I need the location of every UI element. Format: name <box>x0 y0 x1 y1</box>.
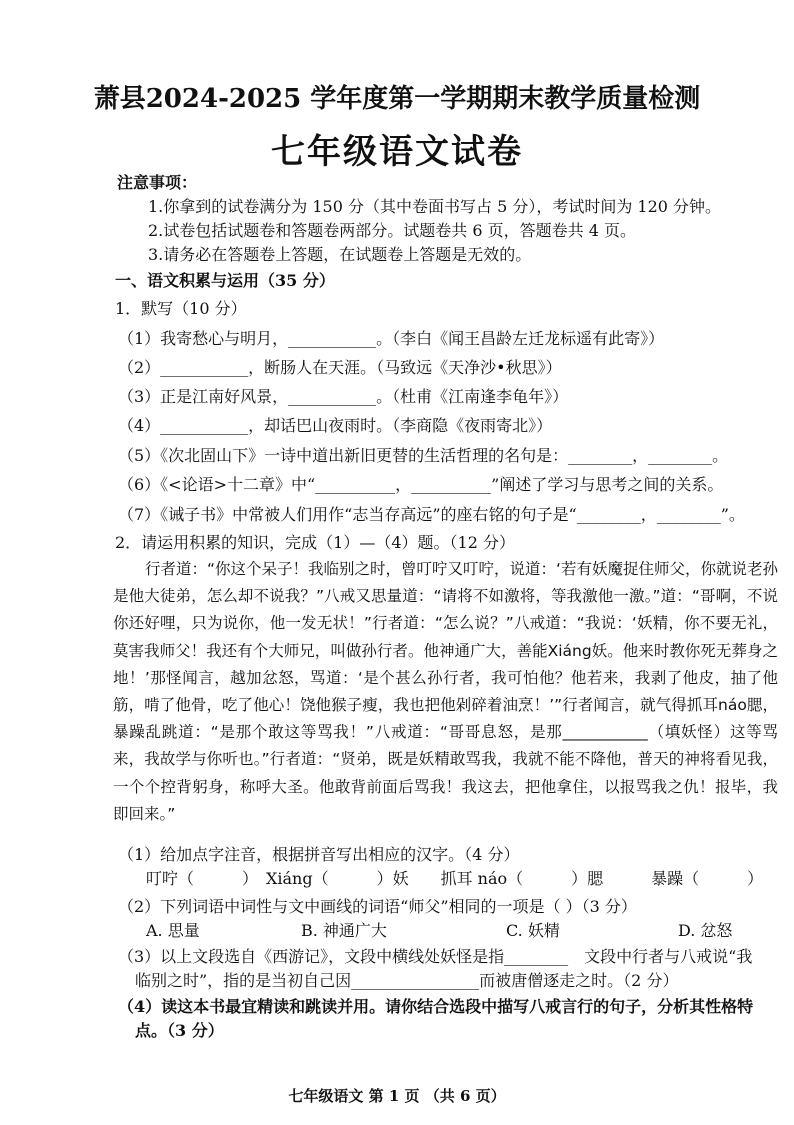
notice-item-3: 3.请务必在答题卷上答题，在试题卷上答题是无效的。 <box>148 245 532 264</box>
option-b: B. 神通广大 <box>301 921 387 940</box>
q1-item-1: （1）我寄愁心与明月，___________。（李白《闻王昌龄左迁龙标遥有此寄》） <box>118 329 665 348</box>
q1-item-7: （7）《诫子书》中常被人们用作“志当存高远”的座右铭的句子是“________，________”。 <box>118 505 745 524</box>
q1-item-4: （4）___________，却话巴山夜雨时。（李商隐《夜雨寄北》） <box>118 416 553 435</box>
reading-passage <box>113 556 778 828</box>
exam-header-title: 萧县2024-2025 学年度第一学期期末教学质量检测 <box>93 84 701 114</box>
page-footer: 七年级语文 第 1 页 （共 6 页） <box>288 1087 506 1105</box>
q2-sub-3-line1: （3）以上文段选自《西游记》，文段中横线处妖怪是指________ 文段中行者与八戒说“我 <box>118 947 753 966</box>
q2-sub-1: （1）给加点字注音，根据拼音写出相应的汉字。（4 分） <box>118 845 520 864</box>
question-2-title: 2．请运用积累的知识，完成（1）—（4）题。（12 分） <box>115 533 515 552</box>
q2-sub-2: （2）下列词语中词性与文中画线的词语“师父”相同的一项是（ ）（3 分） <box>118 897 637 916</box>
section-1-heading: 一、语文积累与运用（35 分） <box>115 271 335 290</box>
exam-subject-title: 七年级语文试卷 <box>271 132 523 172</box>
question-1-title: 1．默写（10 分） <box>115 299 247 318</box>
q1-item-6: （6）《<论语>十二章》中“__________，__________”阐述了学习与思考之间的关系。 <box>118 475 724 494</box>
notice-item-1: 1.你拿到的试卷满分为 150 分（其中卷面书写占 5 分），考试时间为 120 分钟。 <box>148 197 722 216</box>
q2-sub-3-line2: 临别之时”，指的是当初自己因________________而被唐僧逐走之时。（2 分） <box>135 971 679 990</box>
notice-heading: 注意事项： <box>117 173 198 192</box>
q2-sub-1-blanks: 叮咛（ ） Xiáng（ ）妖 抓耳 náo（ ）腮 暴躁（ ） <box>146 869 764 888</box>
option-d: D. 忿怒 <box>678 921 733 940</box>
q1-item-2: （2）___________，断肠人在天涯。（马致远《天净沙•秋思》） <box>118 358 562 377</box>
passage-text: 行者道：“你这个呆子！我临别之时，曾叮咛又叮咛，说道：‘若有妖魔捉住师父，你就说老孙是他大徒弟，怎么却不说我？”八戒又思量道：“请将不如激将，等我激他一激。”道：“哥啊，不说你还好哩，只为说你，他一发无状！”行者道：“怎么说？”八戒道：“我说：‘妖精，你不要无礼，莫害我师父！我还有个大师兄，叫做孙行者。他神通广大，善能Xiáng妖。他来时教你死无葬身之地！’那怪闻言，越加忿怒，骂道：‘是个甚么孙行者，我可怕他？他若来，我剥了他皮，抽了他筋，啃了他骨，吃了他心！饶他猴子瘦，我也把他剁碎着油烹！’”行者闻言，就气得抓耳náo腮，暴躁乱跳道：“是那个敢这等骂我！”八戒道：“哥哥息怒，是那___________（填妖怪）这等骂来，我故学与你听也。”行者道：“贤弟，既是妖精敢骂我，我就不能不降他，普天的神将看见我，一个个控背躬身，称呼大圣。他敢背前面后骂我！我这去，把他拿住，以报骂我之仇！报毕，我即回来。” <box>113 560 778 823</box>
q1-item-5: （5）《次北固山下》一诗中道出新旧更替的生活哲理的名句是：________，________。 <box>118 446 729 465</box>
q2-sub-4-line2: 点。（3 分） <box>135 1021 224 1040</box>
q2-sub-4-line1: （4）读这本书最宜精读和跳读并用。请你结合选段中描写八戒言行的句子，分析其性格特 <box>118 997 754 1016</box>
option-a: A. 思量 <box>146 921 200 940</box>
notice-item-2: 2.试卷包括试题卷和答题卷两部分。试题卷共 6 页，答题卷共 4 页。 <box>148 221 636 240</box>
option-c: C. 妖精 <box>506 921 560 940</box>
q1-item-3: （3）正是江南好风景，___________。（杜甫《江南逢李龟年》） <box>118 387 569 406</box>
q2-sub-2-options <box>146 918 732 941</box>
